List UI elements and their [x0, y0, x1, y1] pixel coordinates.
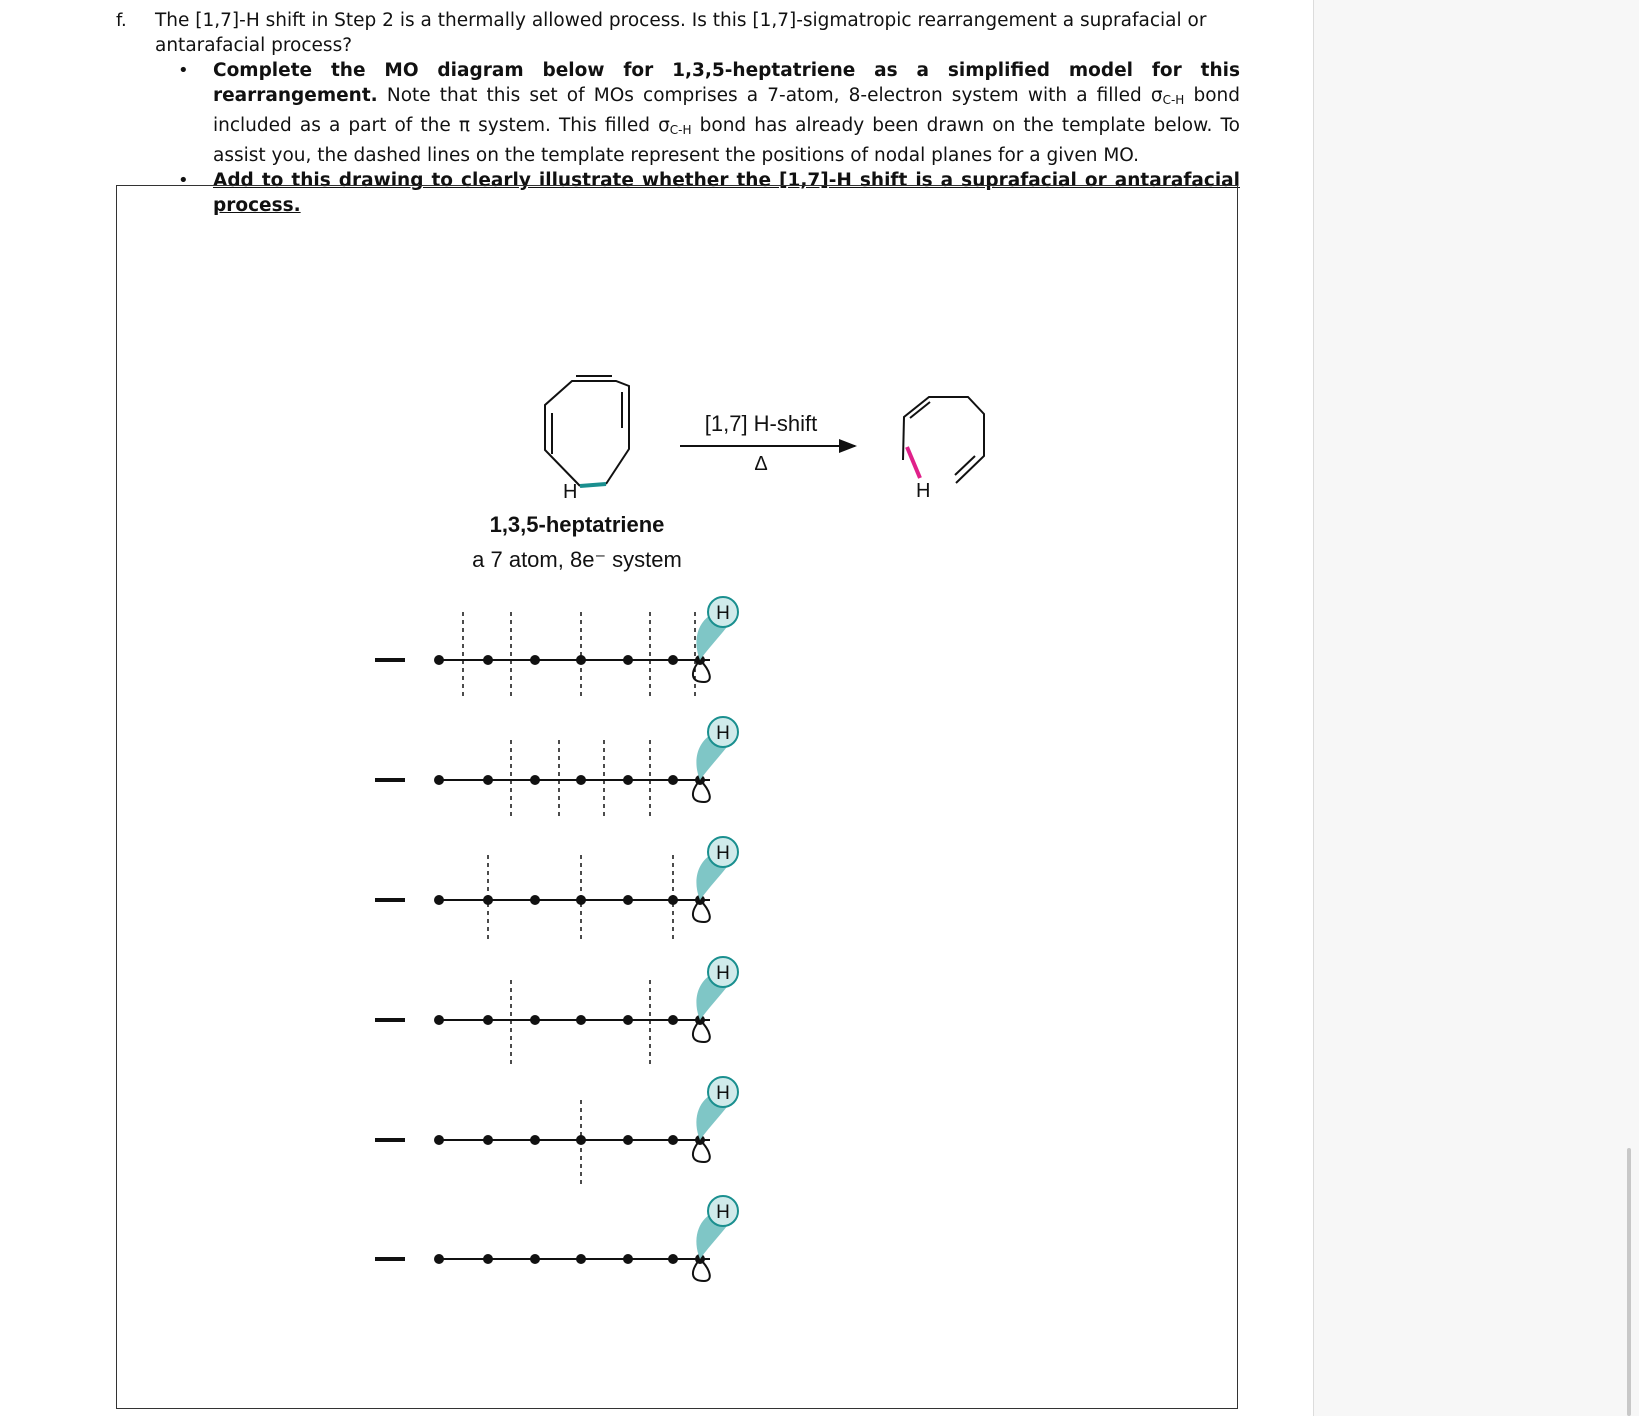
instruction-1-text-c: bond has already been drawn on the template below. To assist you, the dashed lines on the template represent the positions of nodal planes for a given MO.	[213, 115, 1240, 166]
sigma-ch-symbol: $\sigma_{C-H}$	[1150, 85, 1185, 107]
arrow-label-top: [1,7] H-shift	[704, 411, 818, 436]
product-structure	[903, 397, 984, 483]
scrollbar-thumb[interactable]	[1627, 1148, 1631, 1416]
hydrogen-label: H	[716, 603, 730, 624]
reactant-h-label: H	[563, 481, 578, 503]
carbon-atom	[668, 775, 678, 785]
mo-diagram	[117, 186, 1239, 1410]
carbon-atom	[483, 1135, 493, 1145]
question-letter: f.	[116, 10, 127, 31]
instruction-1-text-b: bond included as a part of the π system. This filled	[213, 85, 1240, 136]
carbon-atom	[434, 1135, 444, 1145]
carbon-atom	[623, 1015, 633, 1025]
carbon-atom	[483, 655, 493, 665]
carbon-atom	[434, 775, 444, 785]
molecule-name: 1,3,5-heptatriene	[489, 512, 665, 537]
carbon-atom	[576, 775, 586, 785]
carbon-atom	[483, 1254, 493, 1264]
hydrogen-label: H	[716, 1202, 730, 1223]
hydrogen-label: H	[716, 1083, 730, 1104]
instruction-1-bold: Complete the MO diagram below for 1,3,5-heptatriene as a simplified model for this rearrangement.	[213, 60, 1240, 106]
carbon-atom	[668, 655, 678, 665]
hydrogen-label: H	[716, 963, 730, 984]
carbon-atom	[668, 1135, 678, 1145]
mo-rows	[375, 597, 738, 1281]
instruction-bullet-1	[178, 58, 1240, 168]
sigma-ch-symbol-2: $\sigma_{C-H}$	[658, 115, 692, 137]
carbon-atom	[668, 1254, 678, 1264]
hydrogen-label: H	[716, 723, 730, 744]
carbon-atom	[530, 1135, 540, 1145]
carbon-atom	[530, 775, 540, 785]
carbon-atom	[576, 1254, 586, 1264]
carbon-atom	[530, 1254, 540, 1264]
carbon-atom	[434, 1254, 444, 1264]
hydrogen-label: H	[716, 843, 730, 864]
instruction-1-text-a: Note that this set of MOs comprises a 7-atom, 8-electron system with a filled	[386, 85, 1142, 106]
carbon-atom	[668, 1015, 678, 1025]
carbon-atom	[623, 1254, 633, 1264]
carbon-atom	[623, 655, 633, 665]
carbon-atom	[623, 1135, 633, 1145]
reactant-structure	[545, 376, 629, 486]
arrow-label-delta: Δ	[754, 453, 768, 475]
carbon-atom	[434, 895, 444, 905]
reaction-arrow	[680, 439, 857, 453]
carbon-atom	[530, 655, 540, 665]
carbon-atom	[530, 895, 540, 905]
carbon-atom	[530, 1015, 540, 1025]
answer-box[interactable]	[116, 185, 1238, 1409]
carbon-atom	[623, 895, 633, 905]
carbon-atom	[434, 1015, 444, 1025]
molecule-description: a 7 atom, 8e⁻ system	[472, 547, 682, 572]
instruction-2-bold: Add to this drawing to clearly illustrate whether the [1,7]-H shift is a suprafacial or antarafacial process.	[213, 170, 1240, 216]
carbon-atom	[623, 775, 633, 785]
carbon-atom	[576, 1015, 586, 1025]
carbon-atom	[434, 655, 444, 665]
question-text: The [1,7]-H shift in Step 2 is a thermally allowed process. Is this [1,7]-sigmatropic rearrangement a suprafacial or antarafacial process?	[155, 10, 1207, 56]
product-h-label: H	[916, 480, 931, 502]
carbon-atom	[483, 1015, 493, 1025]
carbon-atom	[483, 775, 493, 785]
